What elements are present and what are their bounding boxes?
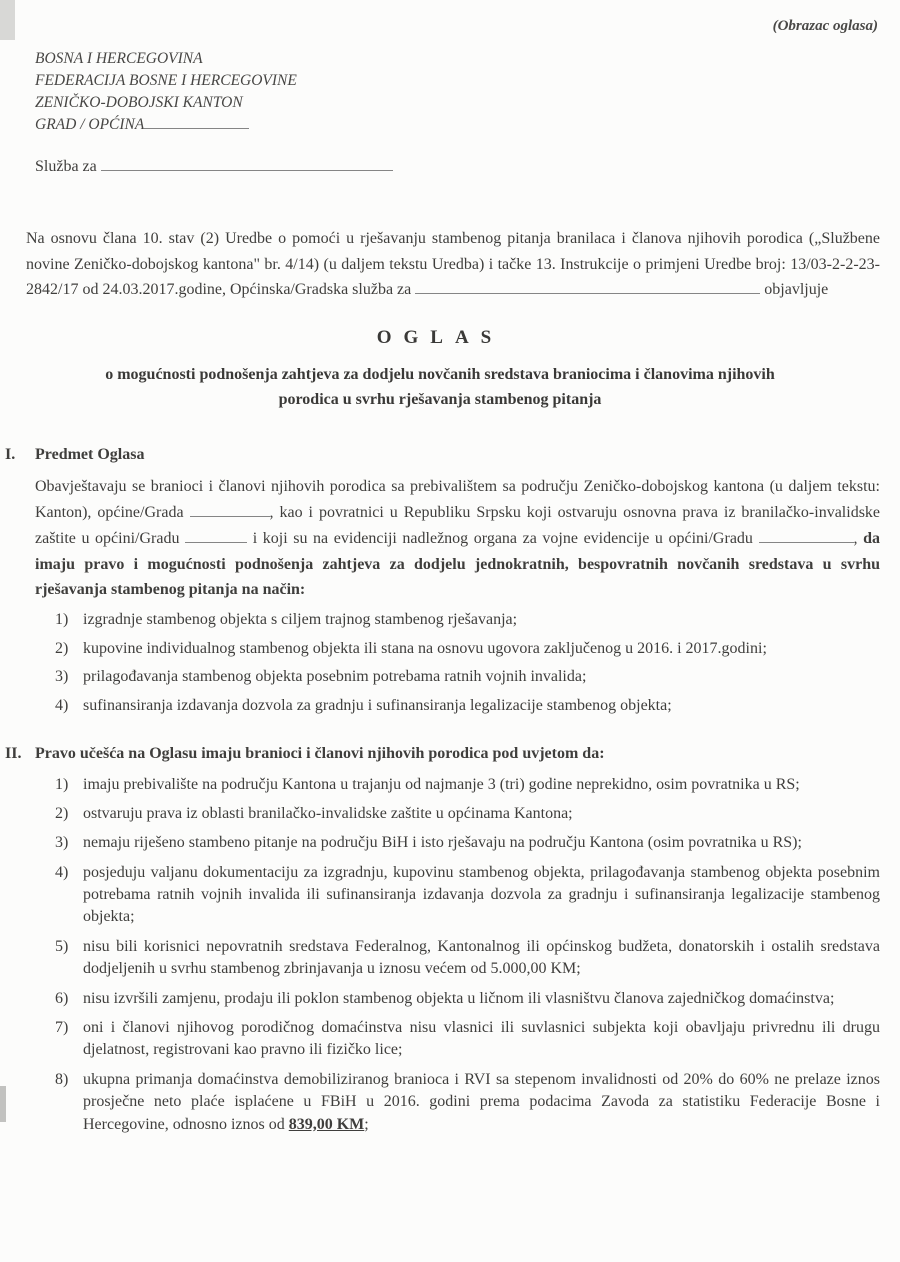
- section-pravo-ucesca: [5, 741, 880, 1136]
- list-item-text: nemaju riješeno stambeno pitanje na području BiH i isto rješavaju na području Kantona (osim povratnika u RS);: [83, 834, 802, 852]
- list-item-text: izgradnje stambenog objekta s ciljem trajnog stambenog rješavanja;: [83, 611, 518, 629]
- vojne-evidencije-blank-field: [759, 530, 854, 543]
- list-item: [35, 774, 880, 796]
- sluzba-label: Služba za: [35, 158, 97, 175]
- section-predmet-oglasa: [5, 442, 880, 717]
- list-item-number: 2): [55, 639, 69, 657]
- sluzba-blank-field: [101, 158, 393, 171]
- list-item: [35, 1069, 880, 1136]
- scan-artifact: [0, 1086, 6, 1122]
- list-item: [35, 862, 880, 929]
- section-1-numeral: I.: [5, 446, 16, 464]
- list-item: [35, 803, 880, 825]
- grad-opcina-label: GRAD / OPĆINA: [35, 116, 145, 133]
- para-bold-clause: da imaju pravo i mogućnosti podnošenja zahtjeva za dodjelu jednokratnih, bespovratnih novčanih sredstava u svrhu rješavanja stambenog pitanja na način:: [35, 529, 881, 599]
- list-item-text: kupovine individualnog stambenog objekta ili stana na osnovu ugovora zaključenog u 2016. i 2017.godini;: [83, 639, 767, 657]
- list-item-number: 6): [55, 989, 69, 1007]
- list-item: [35, 1017, 880, 1062]
- scan-artifact: [0, 0, 15, 40]
- section-2-heading: Pravo učešća na Oglasu imaju branioci i članovi njihovih porodica pod uvjetom da:: [35, 744, 605, 762]
- grad-opcina-blank-field: [144, 116, 249, 129]
- list-item: [35, 832, 880, 854]
- letterhead-line-country: BOSNA I HERCEGOVINA: [35, 50, 203, 67]
- letterhead: [35, 48, 880, 136]
- letterhead-line-federation: FEDERACIJA BOSNE I HERCEGOVINE: [35, 72, 297, 89]
- list-item-text: nisu bili korisnici nepovratnih sredstava Federalnog, Kantonalnog ili općinskog budžeta, donatorskih i ostalih sredstava dodjeljenih u svrhu stambenog zbrinjavanja u iznosu većem od 5.000,00 KM;: [83, 937, 880, 978]
- list-item: [35, 609, 880, 631]
- list-item-number: 3): [55, 668, 69, 686]
- list-item: [35, 666, 880, 688]
- section-2-body: [35, 767, 880, 1136]
- list-item-number: 1): [55, 611, 69, 629]
- intro-paragraph: [26, 226, 880, 304]
- section-1-heading: Predmet Oglasa: [35, 446, 145, 464]
- list-item-number: 8): [55, 1070, 69, 1088]
- section-1-paragraph: [35, 474, 880, 604]
- letterhead-line-canton: ZENIČKO-DOBOJSKI KANTON: [35, 94, 243, 111]
- list-item-number: 2): [55, 804, 69, 822]
- list-item: [35, 936, 880, 981]
- list-item-number: 7): [55, 1019, 69, 1037]
- list-item-text: posjeduju valjanu dokumentaciju za izgradnju, kupovinu stambenog objekta, prilagođavanja stambenog objekta posebnim potrebama ratnih vojnih invalida ili sufinansiranja izdavanja dozvola za gradnju i sufinansiranja legalizacije stambenog objekta;: [83, 863, 880, 926]
- list-item-number: 1): [55, 775, 69, 793]
- list-item-text: prilagođavanja stambenog objekta posebnim potrebama ratnih vojnih invalida;: [83, 668, 587, 686]
- list-item-text: nisu izvršili zamjenu, prodaju ili poklon stambenog objekta u ličnom ili vlasništvu članova zajedničkog domaćinstva;: [83, 989, 835, 1007]
- intro-objavljuje: objavljuje: [764, 281, 829, 299]
- document-title: OGLAS: [376, 327, 504, 349]
- sluzba-line: [35, 154, 880, 180]
- document-subtitle: o mogućnosti podnošenja zahtjeva za dodjelu novčanih sredstava braniocima i članovima njihovih porodica u svrhu rješavanja stambenog pitanja: [105, 365, 775, 408]
- list-item-number: 5): [55, 937, 69, 955]
- item-8-text: ukupna primanja domaćinstva demobiliziranog branioca i RVI sa stepenom invalidnosti od 20% do 60% ne prelaze iznos prosječne neto plaće isplaćene u FBiH u 2016. godini prema podacima Zavoda za statistiku Federacije Bosne i Hercegovine, odnosno iznos od: [83, 1070, 880, 1133]
- list-item: [35, 988, 880, 1010]
- list-item-text-composite: [83, 1069, 880, 1136]
- para-seg-3: i koji su na evidenciji nadležnog organa za vojne evidencije u općini/Gradu: [252, 529, 753, 547]
- list-item: [35, 695, 880, 717]
- item-8-amount: 839,00 KM: [288, 1115, 365, 1133]
- para-seg-1: Obavještavaju se branioci i članovi njihovih porodica sa prebivalištem sa području Zeničko-dobojskog kantona (u daljem tekstu: Kanton), općine/Grada: [35, 477, 880, 521]
- intro-blank-field: [415, 281, 760, 294]
- opcina-grada-blank-field: [190, 504, 270, 517]
- letterhead-line-city: [35, 114, 880, 136]
- item-8-semicolon: ;: [364, 1115, 369, 1133]
- intro-text: Na osnovu člana 10. stav (2) Uredbe o pomoći u rješavanju stambenog pitanja branilaca i članova njihovih porodica („Službene novine Zeničko-dobojskog kantona" br. 4/14) (u daljem tekstu Uredba) i tačke 13. Instrukcije o primjeni Uredbe broj: 13/03-2-2-23-2842/17 od 24.03.2017.godine, Općinska/Gradska služba za: [26, 229, 880, 299]
- list-item-text: imaju prebivalište na području Kantona u trajanju od najmanje 3 (tri) godine neprekidno, osim povratnika u RS;: [83, 775, 800, 793]
- list-item-number: 4): [55, 696, 69, 714]
- para-seg-4: ,: [853, 529, 858, 547]
- section-2-numeral: II.: [5, 744, 22, 762]
- list-item-text: ostvaruju prava iz oblasti branilačko-invalidske zaštite u općinama Kantona;: [83, 804, 573, 822]
- para-seg-2: , kao i povratnici u Republiku Srpsku koji ostvaruju osnovna prava iz branilačko-invalidske zaštite u općini/Gradu: [35, 503, 881, 547]
- list-item-text: sufinansiranja izdavanja dozvola za gradnju i sufinansiranja legalizacije stambenog objekta;: [83, 696, 672, 714]
- opcini-gradu-blank-field: [185, 530, 247, 543]
- list-item-number: 3): [55, 834, 69, 852]
- list-item-text: oni i članovi njihovog porodičnog domaćinstva nisu vlasnici ili suvlasnici subjekta koji obavljaju privrednu ili drugu djelatnost, registrovani kao pravno ili fizičko lice;: [83, 1019, 880, 1059]
- section-1-body: [35, 468, 880, 717]
- list-item-number: 4): [55, 863, 69, 881]
- form-corner-note: (Obrazac oglasa): [772, 18, 878, 34]
- list-item: [35, 638, 880, 660]
